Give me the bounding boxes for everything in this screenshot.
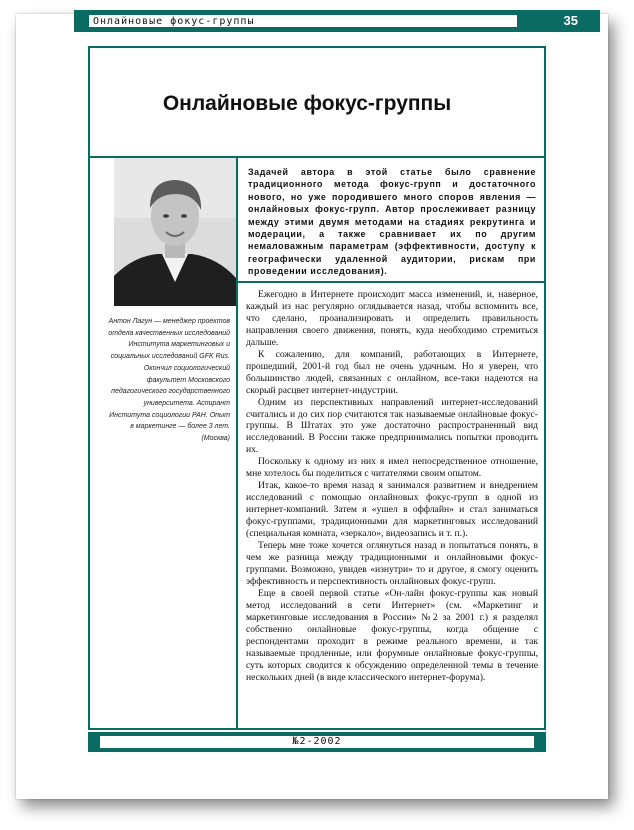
body-paragraph: К сожалению, для компаний, работающих в Интернете, прошедший, 2001-й год был не очень удачным. Но я уверен, что большинство людей, связанных с онлайном, все-таки надеются на скорый расцвет интернет-индустрии. <box>246 348 538 396</box>
body-paragraph: Поскольку к одному из них я имел непосредственное отношение, мне хотелось бы поделиться с читателями своим опытом. <box>246 456 538 480</box>
author-bio: Антон Лагун — менеджер проектов отдела качественных исследований Института маркетинговых и социальных исследований GFK Rus. Окончил социологический факультет Московского педагогического государственного университета. Аспирант Института социологии РАН. Опыт в маркетинге — более 3 лет. (Москва) <box>108 318 230 443</box>
article-body <box>246 289 538 721</box>
article-lead: Задачей автора в этой статье было сравнение традиционного метода фокус-групп и достаточного нового, но уже породившего много споров явления — онлайновых фокус-групп. Автор прослеживает разницу между этими двумя методами на стадиях рекрутинга и модерации, а также сравнивает их по другим немаловажным параметрам (эффективности, доступу к географически удаленной аудитории, рискам при проведении исследования). <box>248 167 536 277</box>
running-header <box>74 10 600 32</box>
issue-number: №2-2002 <box>100 736 534 748</box>
column-divider <box>236 158 238 730</box>
body-paragraph: Одним из перспективных направлений интернет-исследований считались и до сих пор считаются так называемые онлайновые фокус-группы. В Штатах это уже достаточно распространенный вид исследований. В России также предпринимались попытки проводить их. <box>246 396 538 456</box>
author-photo <box>114 158 236 306</box>
body-paragraph: Итак, какое-то время назад я занимался развитием и внедрением исследований с помощью онлайновых фокус-групп в одной из интернет-компаний. Затем я «ушел в оффлайн» и стал заниматься фокус-группами, традиционными для маркетинговых исследований (специальная комната, «зеркало», видеозапись и т. п.). <box>246 480 538 540</box>
body-paragraph: Теперь мне тоже хочется оглянуться назад и попытаться понять, в чем же разница между традиционными и онлайновыми фокус-группами. Возможно, увидев «изнутри» то и другое, я смогу оценить эффективность и перспективность онлайновых фокус-групп. <box>246 540 538 587</box>
page-number: 35 <box>563 13 578 28</box>
article-title: Онлайновые фокус-группы <box>162 92 452 115</box>
body-paragraph: Еще в своей первой статье «Он-лайн фокус-группы как новый метод исследований в сети Интернет» (см. «Маркетинг и маркетинговые исследования в России» №2 за 2001 г.) я разделял собственно онлайновые фокус-группы, когда общение с респондентами проходит в режиме реального времени, и так называемые продленные, или форумные онлайновые фокус-группы, суть которых сводится к обсуждению определенной темы в течение нескольких дней (в виде классического интернет-форума). <box>246 587 538 683</box>
footer-bar <box>88 732 546 752</box>
body-paragraph: Ежегодно в Интернете происходит масса изменений, и, наверное, каждый из нас регулярно оглядывается назад, чтобы вспомнить все, что сделано, проанализировать и определить правильность направления своего движения, понять, куда необходимо стремиться дальше. <box>246 289 538 348</box>
abstract-divider <box>238 281 546 283</box>
running-header-title: Онлайновые фокус-группы <box>88 14 518 28</box>
title-block <box>88 46 546 158</box>
